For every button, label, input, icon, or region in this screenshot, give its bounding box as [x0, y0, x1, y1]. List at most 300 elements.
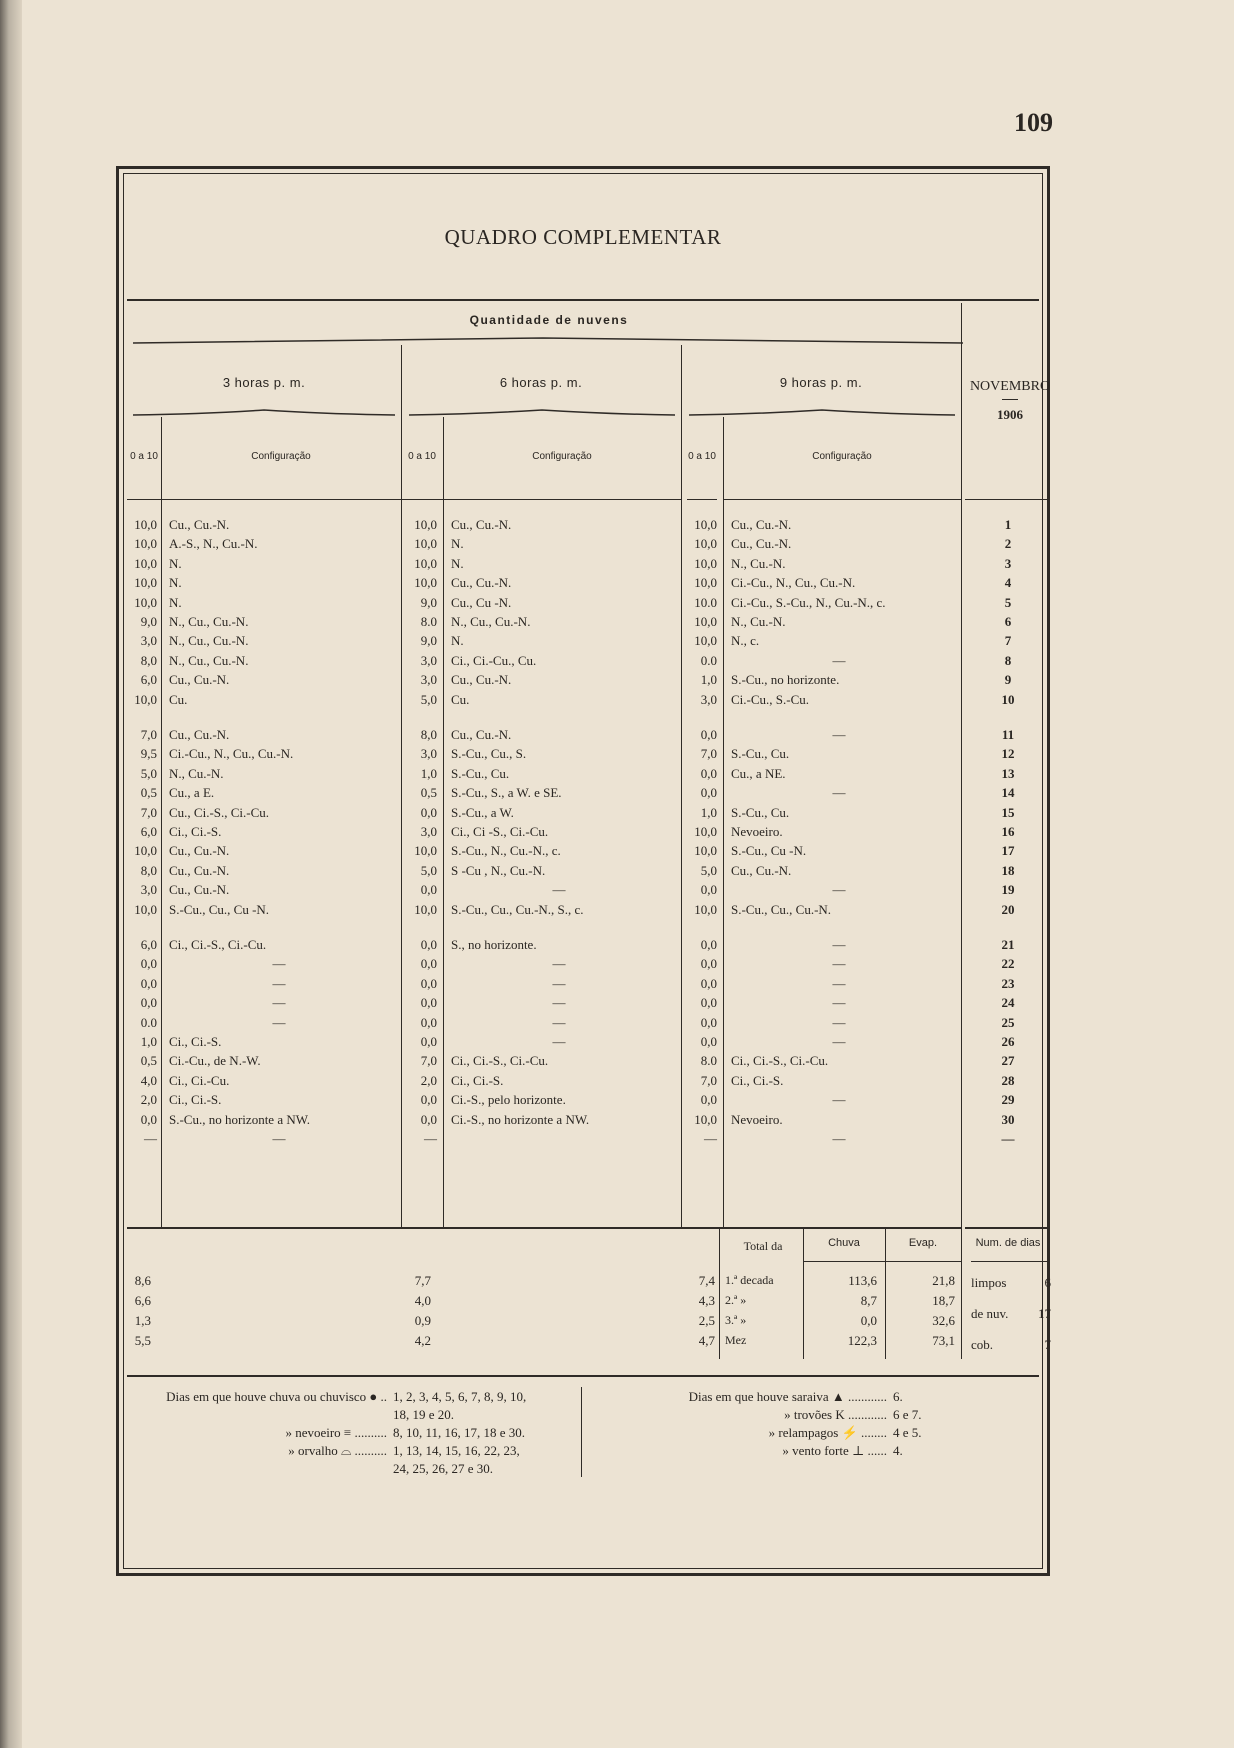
- cloud-amount-9pm: 0,0: [700, 727, 717, 742]
- avg-amount-3pm: 5,5: [134, 1333, 151, 1348]
- period-brace: [133, 409, 395, 419]
- avg-amount-9pm: 4,3: [698, 1293, 715, 1308]
- cloud-config-3pm: —: [272, 975, 286, 991]
- cloud-amount-3pm: —: [144, 1131, 157, 1146]
- col-divider: [161, 417, 162, 1227]
- cloud-config-3pm: Cu., Cu.-N.: [169, 843, 230, 859]
- avg-amount-9pm: 4,7: [698, 1333, 715, 1348]
- cloud-config-9pm: —: [832, 956, 846, 972]
- cloud-amount-9pm: 1,0: [700, 672, 717, 688]
- dias-label: de nuv.: [971, 1306, 1009, 1321]
- summary-head-chuva: Chuva: [828, 1237, 860, 1249]
- period-6pm: 6 horas p. m.: [499, 375, 583, 390]
- cloud-amount-6pm: 9,0: [420, 633, 437, 649]
- day-number: 14: [1001, 785, 1015, 801]
- cloud-amount-9pm: 3,0: [700, 691, 717, 707]
- cloud-amount-3pm: 10,0: [134, 575, 157, 591]
- title-divider: [127, 299, 1039, 301]
- cloud-amount-9pm: 0,0: [700, 882, 717, 898]
- cloud-amount-6pm: 0,0: [420, 804, 437, 820]
- cloud-amount-9pm: 0,0: [700, 765, 717, 781]
- cloud-config-6pm: S.-Cu., S., a W. e SE.: [451, 785, 562, 801]
- period-3pm: 3 horas p. m.: [222, 375, 306, 390]
- avg-amount-3pm: 8,6: [134, 1273, 151, 1288]
- day-number: 1: [1004, 517, 1012, 532]
- cloud-amount-3pm: 4,0: [140, 1072, 157, 1088]
- cloud-amount-6pm: 0,0: [420, 1092, 437, 1108]
- day-number: 5: [1004, 594, 1012, 610]
- cloud-amount-6pm: —: [424, 1131, 437, 1146]
- cloud-amount-9pm: 10,0: [694, 1111, 717, 1127]
- note-label: » nevoeiro ≡ ..........: [285, 1425, 387, 1440]
- cloud-config-6pm: —: [552, 1034, 566, 1049]
- cloud-amount-9pm: 5,0: [700, 862, 717, 878]
- cloud-amount-6pm: 3,0: [420, 746, 437, 762]
- cloud-config-9pm: S.-Cu., Cu.: [731, 804, 790, 820]
- note-label: » vento forte ⊥ ......: [782, 1443, 887, 1458]
- cloud-amount-3pm: 10,0: [134, 536, 157, 552]
- cloud-amount-9pm: 10,0: [694, 555, 717, 571]
- cloud-config-6pm: Cu., Cu.-N.: [451, 672, 512, 688]
- summary-underline: [971, 1261, 1049, 1262]
- day-number: 30: [1001, 1111, 1015, 1127]
- month-separator: [1002, 399, 1018, 400]
- cloud-amount-9pm: 10,0: [694, 536, 717, 552]
- cloud-amount-6pm: 3,0: [420, 672, 437, 688]
- cloud-amount-6pm: 2,0: [420, 1072, 437, 1088]
- dias-value: 7: [1044, 1337, 1051, 1352]
- col-divider: [443, 417, 444, 1227]
- cloud-amount-6pm: 0,0: [420, 1111, 437, 1127]
- summary-head-total: Total da: [743, 1239, 783, 1253]
- cloud-config-9pm: Cu., Cu.-N.: [731, 536, 792, 552]
- day-number: 29: [1001, 1092, 1015, 1108]
- cloud-config-3pm: Cu., Cu.-N.: [169, 727, 230, 742]
- cloud-amount-6pm: 0,0: [420, 1034, 437, 1049]
- note-value: 6.: [893, 1389, 903, 1404]
- cloud-config-6pm: Ci.-S., no horizonte a NW.: [451, 1111, 590, 1127]
- day-number: 26: [1001, 1034, 1015, 1049]
- header-underline: [443, 499, 681, 500]
- decade-label: 3.ª »: [725, 1313, 747, 1327]
- cloud-amount-6pm: 5,0: [420, 862, 437, 878]
- cloud-amount-6pm: 0,0: [420, 995, 437, 1011]
- cloud-config-6pm: Cu.: [451, 691, 470, 707]
- cloud-amount-3pm: 7,0: [140, 727, 157, 742]
- day-number: 12: [1001, 746, 1015, 762]
- decade-label: Mez: [725, 1333, 747, 1347]
- avg-amount-9pm: 2,5: [698, 1313, 715, 1328]
- cloud-amount-3pm: 0,5: [140, 1053, 157, 1069]
- cloud-amount-3pm: 7,0: [140, 804, 157, 820]
- cloud-config-6pm: —: [552, 995, 566, 1011]
- cloud-config-3pm: Cu.: [169, 691, 188, 707]
- chuva-value: 122,3: [847, 1333, 877, 1348]
- cloud-amount-6pm: 0,5: [420, 785, 437, 801]
- chuva-value: 113,6: [848, 1273, 877, 1288]
- cloud-config-9pm: —: [832, 1014, 846, 1030]
- cloud-amount-6pm: 8,0: [420, 727, 437, 742]
- day-number: 10: [1001, 691, 1015, 707]
- evap-value: 73,1: [932, 1333, 955, 1348]
- avg-amount-6pm: 7,7: [414, 1273, 431, 1288]
- day-number: 13: [1001, 765, 1015, 781]
- summary-head-dias: Num. de dias: [975, 1237, 1041, 1249]
- cloud-amount-9pm: 0,0: [700, 995, 717, 1011]
- evap-value: 18,7: [932, 1293, 955, 1308]
- header-underline: [723, 499, 961, 500]
- cloud-config-9pm: S.-Cu., no horizonte.: [731, 672, 840, 688]
- cloud-config-6pm: —: [552, 956, 566, 972]
- cloud-config-9pm: —: [832, 727, 846, 742]
- day-number: 19: [1001, 882, 1015, 898]
- dias-label: cob.: [971, 1337, 994, 1352]
- cloud-config-9pm: Ci., Ci.-S.: [731, 1072, 784, 1088]
- chuva-value: 0,0: [860, 1313, 877, 1328]
- cloud-config-6pm: N.: [451, 536, 464, 552]
- cloud-config-3pm: Ci., Ci.-S.: [169, 824, 222, 839]
- cloud-config-9pm: —: [832, 1034, 846, 1049]
- cloud-amount-3pm: 3,0: [140, 633, 157, 649]
- cloud-config-3pm: —: [272, 1014, 286, 1030]
- cloud-amount-6pm: 0,0: [420, 975, 437, 991]
- table-frame: [116, 166, 1050, 1576]
- cloud-amount-3pm: 3,0: [140, 882, 157, 898]
- cloud-config-3pm: A.-S., N., Cu.-N.: [169, 536, 258, 552]
- day-number: 22: [1001, 956, 1015, 972]
- cloud-config-3pm: Ci.-Cu., de N.-W.: [169, 1053, 261, 1069]
- avg-amount-6pm: 4,0: [414, 1293, 431, 1308]
- cloud-config-3pm: Ci.-Cu., N., Cu., Cu.-N.: [169, 746, 294, 762]
- avg-amount-6pm: 4,2: [414, 1333, 431, 1348]
- cloud-amount-3pm: 0,5: [140, 785, 157, 801]
- cloud-config-3pm: Cu., Cu.-N.: [169, 862, 230, 878]
- note-value: 6 e 7.: [893, 1407, 922, 1422]
- cloud-amount-6pm: 0,0: [420, 1014, 437, 1030]
- cloud-config-3pm: N., Cu., Cu.-N.: [169, 633, 249, 649]
- cloud-config-3pm: N., Cu.-N.: [169, 765, 224, 781]
- cloud-config-3pm: Ci., Ci.-S.: [169, 1034, 222, 1049]
- note-value: 4.: [893, 1443, 903, 1458]
- day-number: 8: [1004, 652, 1012, 668]
- cloud-config-9pm: Ci.-Cu., S.-Cu.: [731, 691, 810, 707]
- cloud-config-9pm: N., Cu.-N.: [731, 614, 786, 629]
- cloud-config-6pm: N., Cu., Cu.-N.: [451, 614, 531, 629]
- cloud-amount-6pm: 8.0: [420, 614, 437, 629]
- cloud-amount-9pm: 7,0: [700, 746, 717, 762]
- cloud-amount-9pm: 10,0: [694, 633, 717, 649]
- note-label: » trovões K ............: [784, 1407, 887, 1422]
- cloud-config-9pm: —: [832, 1131, 846, 1146]
- cloud-config-3pm: Cu., Cu.-N.: [169, 517, 230, 532]
- cloud-config-6pm: S.-Cu., Cu., S.: [451, 746, 527, 762]
- cloud-config-9pm: N., Cu.-N.: [731, 555, 786, 571]
- cloud-config-3pm: N.: [169, 594, 182, 610]
- header-underline: [687, 499, 717, 500]
- cloud-config-6pm: Ci.-S., pelo horizonte.: [451, 1092, 566, 1108]
- header-underline: [161, 499, 401, 500]
- dias-label: limpos: [971, 1275, 1007, 1290]
- cloud-amount-6pm: 10,0: [414, 901, 437, 917]
- summary-head-evap: Evap.: [908, 1237, 938, 1249]
- header-underline: [401, 499, 443, 500]
- col-head-config: Configuração: [812, 451, 872, 462]
- cloud-config-9pm: Cu., Cu.-N.: [731, 862, 792, 878]
- cloud-amount-9pm: 10.0: [694, 594, 717, 610]
- col-divider: [723, 417, 724, 1227]
- note-value: 4 e 5.: [893, 1425, 922, 1440]
- cloud-amount-3pm: 6,0: [140, 672, 157, 688]
- group-brace: [133, 337, 963, 347]
- cloud-amount-9pm: 7,0: [700, 1072, 717, 1088]
- chuva-value: 8,7: [860, 1293, 877, 1308]
- cloud-amount-9pm: 0,0: [700, 1092, 717, 1108]
- cloud-amount-9pm: 10,0: [694, 575, 717, 591]
- day-number: 17: [1001, 843, 1015, 859]
- cloud-amount-3pm: 10,0: [134, 555, 157, 571]
- cloud-amount-9pm: 10,0: [694, 517, 717, 532]
- cloud-amount-3pm: 10,0: [134, 901, 157, 917]
- page-title: QUADRO COMPLEMENTAR: [444, 225, 722, 249]
- cloud-config-3pm: N., Cu., Cu.-N.: [169, 614, 249, 629]
- note-label: » relampagos ⚡ ........: [768, 1425, 887, 1440]
- cloud-amount-9pm: 8.0: [700, 1053, 717, 1069]
- summary-divider: [965, 1227, 1049, 1229]
- cloud-amount-3pm: 0,0: [140, 975, 157, 991]
- note-label: Dias em que houve saraiva ▲ ............: [688, 1389, 887, 1404]
- cloud-amount-9pm: 0.0: [700, 652, 717, 668]
- cloud-amount-9pm: 0,0: [700, 937, 717, 952]
- cloud-config-3pm: Ci., Ci.-S., Ci.-Cu.: [169, 937, 267, 952]
- note-label: Dias em que houve chuva ou chuvisco ● ..: [166, 1389, 387, 1404]
- day-number: 23: [1001, 975, 1015, 991]
- cloud-amount-3pm: 9,0: [140, 614, 157, 629]
- cloud-amount-6pm: 10,0: [414, 536, 437, 552]
- day-number: 18: [1001, 862, 1015, 878]
- cloud-amount-3pm: 0,0: [140, 956, 157, 972]
- summary-underline: [803, 1261, 961, 1262]
- cloud-config-6pm: —: [552, 1014, 566, 1030]
- cloud-config-9pm: Ci.-Cu., N., Cu., Cu.-N.: [731, 575, 856, 591]
- cloud-config-9pm: —: [832, 995, 846, 1011]
- month-label: NOVEMBRO: [969, 379, 1051, 394]
- cloud-amount-6pm: 5,0: [420, 691, 437, 707]
- header-underline: [965, 499, 1049, 500]
- cloud-config-9pm: Nevoeiro.: [731, 824, 783, 839]
- cloud-config-6pm: S.-Cu., N., Cu.-N., c.: [451, 843, 561, 859]
- cloud-config-3pm: Cu., Cu.-N.: [169, 882, 230, 898]
- cloud-config-3pm: N., Cu., Cu.-N.: [169, 652, 249, 668]
- cloud-config-3pm: Ci., Ci.-Cu.: [169, 1072, 230, 1088]
- cloud-config-6pm: S.-Cu., a W.: [451, 804, 514, 820]
- cloud-amount-6pm: 9,0: [420, 594, 437, 610]
- avg-amount-9pm: 7,4: [698, 1273, 715, 1288]
- cloud-config-6pm: Cu., Cu.-N.: [451, 575, 512, 591]
- decade-label: 1.ª decada: [725, 1273, 774, 1287]
- day-number: 15: [1001, 804, 1015, 820]
- day-number: 7: [1004, 633, 1012, 649]
- cloud-amount-6pm: 1,0: [420, 765, 437, 781]
- period-brace: [689, 409, 955, 419]
- cloud-config-6pm: N.: [451, 555, 464, 571]
- cloud-amount-9pm: 0,0: [700, 956, 717, 972]
- col-head-config: Configuração: [251, 451, 311, 462]
- decade-label: 2.ª »: [725, 1293, 747, 1307]
- notes-divider: [127, 1375, 1039, 1377]
- dias-value: 17: [1038, 1306, 1051, 1321]
- cloud-config-9pm: Cu., a NE.: [731, 765, 786, 781]
- cloud-config-6pm: S -Cu , N., Cu.-N.: [451, 862, 546, 878]
- day-number: 3: [1004, 555, 1012, 571]
- cloud-config-3pm: S.-Cu., no horizonte a NW.: [169, 1111, 311, 1127]
- cloud-amount-9pm: 0,0: [700, 1034, 717, 1049]
- cloud-amount-3pm: 10,0: [134, 843, 157, 859]
- cloud-config-9pm: —: [832, 882, 846, 898]
- cloud-amount-3pm: 0,0: [140, 1111, 157, 1127]
- day-number: 16: [1001, 824, 1015, 839]
- cloud-amount-6pm: 0,0: [420, 882, 437, 898]
- summary-divider: [719, 1229, 720, 1359]
- cloud-config-6pm: —: [552, 882, 566, 898]
- avg-amount-3pm: 6,6: [134, 1293, 151, 1308]
- cloud-amount-3pm: 10,0: [134, 691, 157, 707]
- cloud-amount-6pm: 10,0: [414, 843, 437, 859]
- cloud-config-3pm: Cu., Cu.-N.: [169, 672, 230, 688]
- page-binding-edge: [0, 0, 22, 1748]
- cloud-amount-6pm: 7,0: [420, 1053, 437, 1069]
- cloud-amount-3pm: 5,0: [140, 765, 157, 781]
- cloud-amount-9pm: 0,0: [700, 785, 717, 801]
- cloud-config-9pm: Cu., Cu.-N.: [731, 517, 792, 532]
- cloud-amount-6pm: 10,0: [414, 555, 437, 571]
- cloud-config-3pm: S.-Cu., Cu., Cu -N.: [169, 901, 270, 917]
- day-number: 25: [1001, 1014, 1015, 1030]
- page-number: 109: [1014, 108, 1053, 137]
- cloud-config-3pm: N.: [169, 575, 182, 591]
- cloud-amount-3pm: 9,5: [140, 746, 157, 762]
- cloud-amount-6pm: 0,0: [420, 937, 437, 952]
- cloud-amount-3pm: 1,0: [140, 1034, 157, 1049]
- note-value: 8, 10, 11, 16, 17, 18 e 30.: [393, 1425, 526, 1440]
- cloud-config-3pm: Ci., Ci.-S.: [169, 1092, 222, 1108]
- col-head-amount: 0 a 10: [688, 451, 716, 462]
- day-number: 4: [1004, 575, 1012, 591]
- period-brace: [409, 409, 675, 419]
- day-number: 27: [1001, 1053, 1015, 1069]
- cloud-config-6pm: N.: [451, 633, 464, 649]
- cloud-config-6pm: Cu., Cu.-N.: [451, 727, 512, 742]
- cloud-amount-9pm: 1,0: [700, 804, 717, 820]
- cloud-config-6pm: Cu., Cu -N.: [451, 594, 512, 610]
- cloud-config-9pm: Nevoeiro.: [731, 1111, 783, 1127]
- evap-value: 21,8: [932, 1273, 955, 1288]
- cloud-amount-3pm: 10,0: [134, 594, 157, 610]
- day-number: 9: [1004, 672, 1012, 688]
- cloud-amount-9pm: 10,0: [694, 901, 717, 917]
- cloud-config-9pm: N., c.: [731, 633, 760, 649]
- cloud-amount-9pm: 0,0: [700, 1014, 717, 1030]
- cloud-amount-9pm: 10,0: [694, 843, 717, 859]
- cloud-config-6pm: Ci., Ci -S., Ci.-Cu.: [451, 824, 549, 839]
- cloud-config-3pm: —: [272, 956, 286, 972]
- cloud-amount-9pm: —: [704, 1131, 717, 1146]
- cloud-amount-3pm: 6,0: [140, 824, 157, 839]
- col-divider: [961, 303, 962, 1359]
- cloud-config-6pm: —: [552, 975, 566, 991]
- cloud-amount-3pm: 8,0: [140, 652, 157, 668]
- cloud-config-9pm: S.-Cu., Cu., Cu.-N.: [731, 901, 832, 917]
- cloud-amount-6pm: 3,0: [420, 824, 437, 839]
- cloud-amount-3pm: 2,0: [140, 1092, 157, 1108]
- avg-amount-6pm: 0,9: [414, 1313, 431, 1328]
- period-9pm: 9 horas p. m.: [779, 375, 863, 390]
- day-number: 2: [1004, 536, 1012, 552]
- header-underline: [127, 499, 161, 500]
- day-number: —: [1001, 1131, 1015, 1146]
- day-number: 6: [1004, 614, 1012, 629]
- cloud-amount-6pm: 10,0: [414, 575, 437, 591]
- cloud-amount-3pm: 6,0: [140, 937, 157, 952]
- year-label: 1906: [997, 407, 1023, 422]
- cloud-config-3pm: —: [272, 1131, 286, 1146]
- cloud-config-6pm: S.-Cu., Cu., Cu.-N., S., c.: [451, 901, 584, 917]
- cloud-config-3pm: Cu., Ci.-S., Ci.-Cu.: [169, 804, 270, 820]
- day-number: 24: [1001, 995, 1015, 1011]
- note-value: 24, 25, 26, 27 e 30.: [393, 1461, 494, 1476]
- note-value: 18, 19 e 20.: [393, 1407, 455, 1422]
- cloud-amount-3pm: 0.0: [140, 1014, 157, 1030]
- cloud-config-6pm: Ci., Ci.-S., Ci.-Cu.: [451, 1053, 549, 1069]
- summary-divider: [127, 1227, 961, 1229]
- avg-amount-3pm: 1,3: [134, 1313, 151, 1328]
- cloud-config-3pm: —: [272, 995, 286, 1011]
- cloud-config-9pm: S.-Cu., Cu.: [731, 746, 790, 762]
- cloud-config-9pm: —: [832, 1092, 846, 1108]
- cloud-config-9pm: Ci.-Cu., S.-Cu., N., Cu.-N., c.: [731, 594, 886, 610]
- note-label: » orvalho ⌓ ..........: [288, 1443, 387, 1458]
- evap-value: 32,6: [932, 1313, 955, 1328]
- cloud-config-9pm: —: [832, 937, 846, 952]
- cloud-amount-9pm: 10,0: [694, 614, 717, 629]
- cloud-config-9pm: —: [832, 652, 846, 668]
- dias-value: 6: [1044, 1275, 1051, 1290]
- note-value: 1, 13, 14, 15, 16, 22, 23,: [393, 1443, 520, 1458]
- cloud-amount-9pm: 10,0: [694, 824, 717, 839]
- cloud-config-6pm: S.-Cu., Cu.: [451, 765, 510, 781]
- col-head-amount: 0 a 10: [408, 451, 436, 462]
- cloud-amount-3pm: 8,0: [140, 862, 157, 878]
- cloud-config-9pm: Ci., Ci.-S., Ci.-Cu.: [731, 1053, 829, 1069]
- cloud-config-6pm: Cu., Cu.-N.: [451, 517, 512, 532]
- day-number: 28: [1001, 1072, 1015, 1088]
- cloud-config-6pm: Ci., Ci.-S.: [451, 1072, 504, 1088]
- cloud-amount-3pm: 10,0: [134, 517, 157, 532]
- col-head-config: Configuração: [532, 451, 592, 462]
- group-header: Quantidade de nuvens: [469, 313, 629, 327]
- cloud-config-3pm: N.: [169, 555, 182, 571]
- cloud-amount-6pm: 10,0: [414, 517, 437, 532]
- cloud-config-9pm: —: [832, 785, 846, 801]
- cloud-amount-9pm: 0,0: [700, 975, 717, 991]
- cloud-amount-6pm: 0,0: [420, 956, 437, 972]
- day-number: 11: [1001, 727, 1015, 742]
- cloud-config-6pm: Ci., Ci.-Cu., Cu.: [451, 652, 537, 668]
- cloud-config-6pm: S., no horizonte.: [451, 937, 537, 952]
- notes-col-divider: [581, 1387, 582, 1477]
- day-number: 20: [1001, 901, 1015, 917]
- day-number: 21: [1001, 937, 1015, 952]
- cloud-amount-6pm: 3,0: [420, 652, 437, 668]
